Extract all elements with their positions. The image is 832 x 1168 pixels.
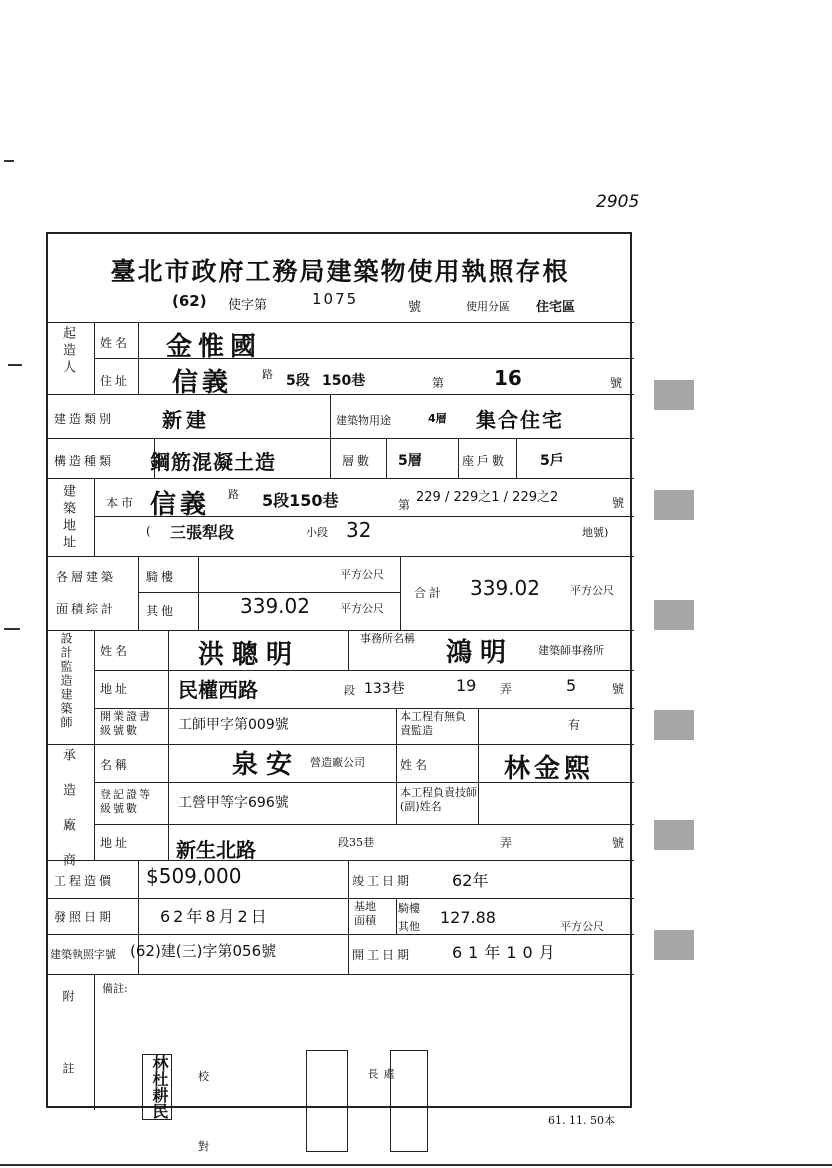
start-value: 61年10月 <box>452 943 561 962</box>
initiator-name-value: 金惟國 <box>166 332 263 362</box>
architect-license-label: 開業證書級號數 <box>100 710 152 737</box>
initiator-address-no: 16 <box>494 366 522 390</box>
contractor-person-value: 林金熙 <box>504 754 595 784</box>
architect-section-label: 設計監造建築師 <box>59 632 73 730</box>
initiator-address-no-label: 第 <box>432 376 448 390</box>
architect-license-value: 工師甲字第009號 <box>178 717 289 733</box>
scan-edge-mark <box>8 364 22 366</box>
area-other-label: 其他 <box>146 604 177 618</box>
base-value: 127.88 <box>440 908 496 927</box>
contractor-name-label: 名稱 <box>100 758 131 772</box>
base-other: 其他 <box>398 920 420 933</box>
form-title: 臺北市政府工務局建築物使用執照存根 <box>110 257 570 286</box>
attach-label: 附註 <box>61 990 75 1134</box>
zone-label: 使用分區 <box>466 300 510 313</box>
area-total-unit: 平方公尺 <box>570 584 614 597</box>
building-type-label: 建造類別 <box>54 412 115 426</box>
permit-form <box>46 232 632 1108</box>
area-total-label: 合計 <box>414 586 445 600</box>
contractor-address-label: 地址 <box>100 836 131 850</box>
complete-label: 竣工日期 <box>352 874 413 888</box>
scan-edge-mark <box>0 1164 832 1166</box>
initiator-address-label: 住址 <box>100 374 131 388</box>
area-total-value: 339.02 <box>470 576 540 600</box>
initiator-name-label: 姓名 <box>100 336 131 350</box>
architect-address-road: 民權西路 <box>178 678 258 702</box>
architect-address-label: 地址 <box>100 682 131 696</box>
building-use-value: 集合住宅 <box>476 408 564 432</box>
initiator-address-section: 5段 <box>286 373 310 389</box>
contractor-license-label: 登記證等級號數 <box>100 788 152 815</box>
structure-households-label: 座戶數 <box>462 454 508 468</box>
base-unit: 平方公尺 <box>560 920 604 933</box>
initiator-address-lane: 150巷 <box>322 373 366 389</box>
site-road: 信義 <box>150 490 211 520</box>
structure-label: 構造種類 <box>54 454 115 468</box>
site-detail: 5段150巷 <box>262 491 339 510</box>
bleed-through-text <box>654 340 694 1000</box>
contractor-engineer-label: 本工程負責技師(副)姓名 <box>400 786 477 813</box>
initiator-address-unit: 路 <box>262 368 273 381</box>
area-arcade-unit: 平方公尺 <box>340 568 384 581</box>
architect-address-no: 19 <box>456 676 477 695</box>
base-label: 基地面積 <box>354 900 376 927</box>
architect-address-door: 5 <box>566 676 577 695</box>
scan-edge-mark <box>4 160 14 162</box>
initiator-section-label: 起造人 <box>60 326 75 377</box>
site-land-small: 小段 <box>306 526 328 539</box>
area-other-value: 339.02 <box>240 594 310 618</box>
initiator-address-suffix: 號 <box>610 376 626 390</box>
official-seal <box>306 1050 348 1152</box>
director-seal <box>390 1050 428 1152</box>
permit-label: 建築執照字號 <box>50 948 116 961</box>
contractor-address-value: 新生北路 <box>176 838 256 862</box>
site-land-suffix: 地號) <box>582 526 609 539</box>
architect-office-value: 鴻明 <box>446 638 515 668</box>
architect-address-no-label: 弄 <box>500 682 516 696</box>
building-type-value: 新建 <box>162 408 210 432</box>
contractor-name-value: 泉安 <box>232 750 301 780</box>
permit-suffix: 號 <box>408 300 422 315</box>
structure-value: 鋼筋混凝土造 <box>150 450 276 474</box>
structure-floors-label: 層數 <box>342 454 373 468</box>
architect-supervise-value: 有 <box>568 718 584 732</box>
contractor-name-suffix: 營造廠公司 <box>310 756 365 769</box>
complete-value: 62年 <box>452 871 489 890</box>
year-label: (62) <box>172 292 207 310</box>
base-arcade: 騎樓 <box>398 902 420 915</box>
architect-office-label: 事務所名稱 <box>360 632 415 645</box>
architect-address-suffix: 號 <box>612 682 628 696</box>
initiator-address-road: 信義 <box>172 368 233 398</box>
remark-label: 備註: <box>102 982 128 995</box>
start-label: 開工日期 <box>352 948 413 962</box>
site-city: 本市 <box>106 496 137 510</box>
architect-name-label: 姓名 <box>100 644 131 658</box>
permit-word: 使字第 <box>228 298 268 313</box>
building-use-label: 建築物用途 <box>336 414 391 427</box>
director-label: 處長 <box>366 1068 395 1119</box>
scan-edge-mark <box>4 628 20 630</box>
permit-number: 1075 <box>312 290 359 308</box>
area-section-label-2: 面積綜計 <box>56 602 117 616</box>
site-lot-values: 229 / 229之1 / 229之2 <box>416 490 559 505</box>
annotation-number: 2905 <box>596 192 640 212</box>
footer-code: 61. 11. 50本 <box>548 1114 615 1127</box>
check-label: 校 <box>198 1070 209 1083</box>
issue-value: 62年8月2日 <box>160 907 270 926</box>
issue-label: 發照日期 <box>54 910 115 924</box>
architect-address-lane: 133巷 <box>364 681 405 697</box>
cost-value: $509,000 <box>146 864 242 888</box>
cost-label: 工程造價 <box>54 874 115 888</box>
structure-floors-value: 5層 <box>398 453 422 469</box>
area-other-unit: 平方公尺 <box>340 602 384 615</box>
site-land-no: 32 <box>346 518 372 542</box>
site-land-area: 三張犁段 <box>170 523 235 542</box>
seal-label: 對 <box>198 1140 209 1153</box>
site-suffix: 號 <box>612 496 628 510</box>
contractor-license-value: 工營甲等字696號 <box>178 795 289 811</box>
contractor-address-suffix: 號 <box>612 836 628 850</box>
name-seal: 林杜耕民 <box>142 1054 172 1120</box>
structure-households-value: 5戶 <box>540 453 564 469</box>
site-section-label: 建築地址 <box>60 484 75 552</box>
site-lot-label: 第 <box>398 498 414 512</box>
building-use-floors: 4層 <box>428 412 447 425</box>
contractor-address-no-label: 弄 <box>500 836 516 850</box>
zone-value: 住宅區 <box>536 300 576 315</box>
contractor-person-label: 姓名 <box>400 758 431 772</box>
architect-supervise-label: 本工程有無負責監造 <box>400 710 466 737</box>
contractor-section-label: 承造廠商 <box>60 748 75 888</box>
site-unit: 路 <box>228 488 239 501</box>
architect-office-suffix: 建築師事務所 <box>538 644 604 657</box>
architect-address-section: 段 <box>344 684 355 697</box>
permit-value: (62)建(三)字第056號 <box>130 942 277 960</box>
contractor-address-section: 段35巷 <box>338 836 374 849</box>
architect-name-value: 洪聰明 <box>198 640 301 670</box>
area-section-label-1: 各層建築 <box>56 570 117 584</box>
area-arcade-label: 騎樓 <box>146 570 177 584</box>
site-land-open: ( <box>146 524 154 538</box>
